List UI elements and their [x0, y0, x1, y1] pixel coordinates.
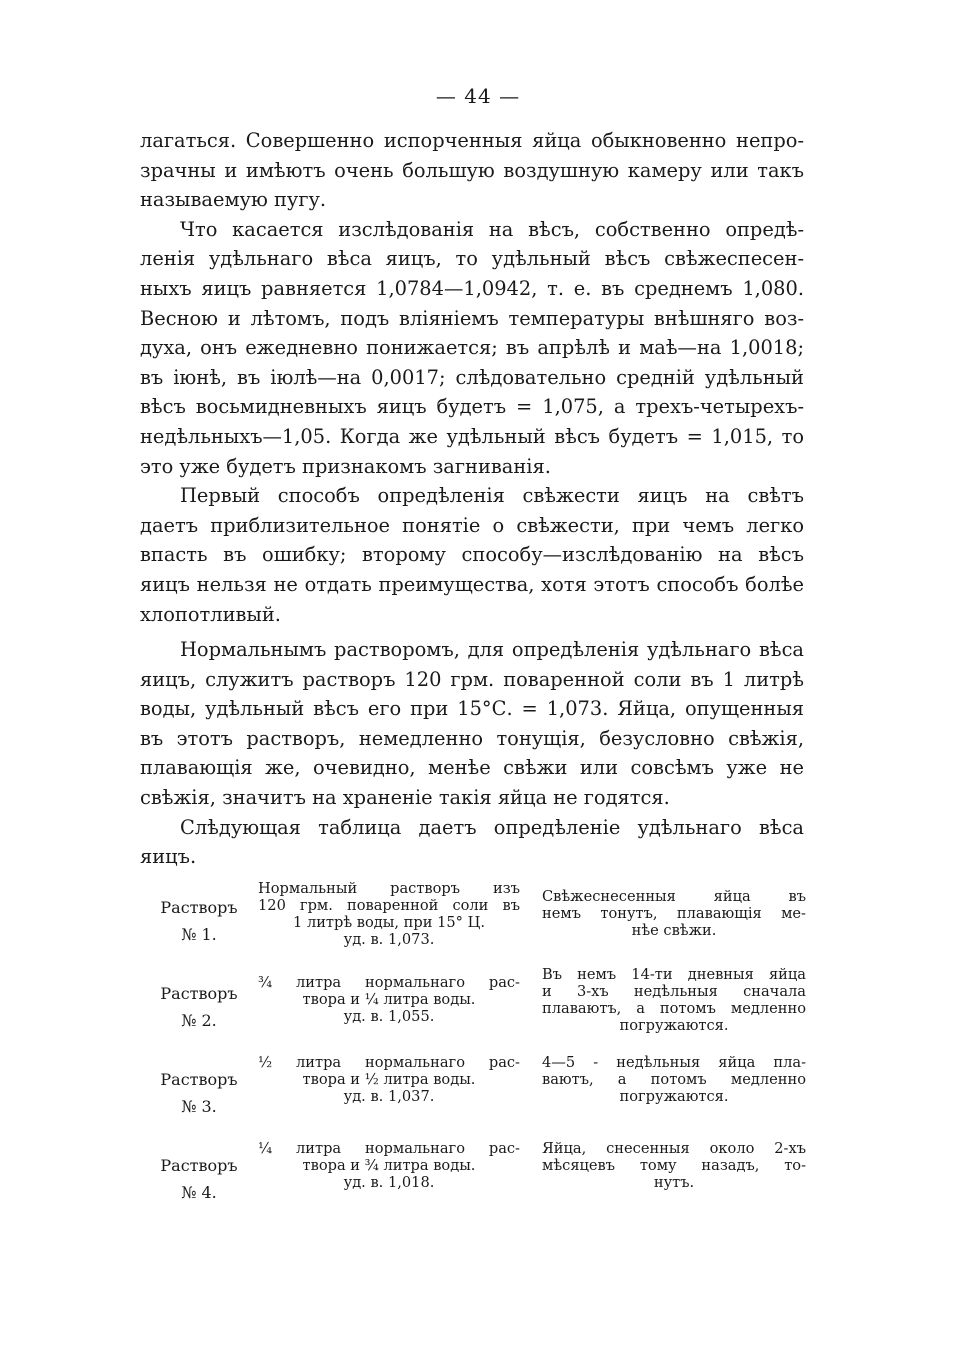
composition-line: ¾ литра нормальнаго рас- — [258, 974, 520, 991]
solution-number: № 3. — [181, 1097, 217, 1116]
composition-line: твора и ¼ литра воды. — [302, 991, 476, 1008]
text-line: Нормальнымъ растворомъ, для опредѣленія удѣльнаго вѣса — [180, 638, 804, 662]
result-cell — [542, 1138, 806, 1206]
result-line: и 3-хъ недѣльныя сначала — [542, 983, 806, 1000]
table-row — [140, 880, 806, 966]
result-line: погружаются. — [619, 1017, 729, 1034]
text-line: хлопотливый. — [140, 602, 281, 626]
text-line: въ этотъ растворъ, немедленно тонущія, безусловно свѣжія, — [140, 726, 804, 750]
solution-label: Растворъ — [160, 1156, 238, 1175]
solution-number: № 4. — [181, 1183, 217, 1202]
table-row — [140, 1138, 806, 1206]
result-line: 4—5 - недѣльныя яйца пла- — [542, 1054, 806, 1071]
text-line: недѣльныхъ—1,05. Когда же удѣльный вѣсъ будетъ = 1,015, то — [140, 424, 804, 448]
composition-line: Нормальный растворъ изъ — [258, 880, 520, 897]
composition-line: ½ литра нормальнаго рас- — [258, 1054, 520, 1071]
paragraph-3 — [140, 481, 804, 629]
result-line: нутъ. — [653, 1174, 695, 1191]
text-line: яицъ. — [140, 845, 197, 869]
text-line: Слѣдующая таблица даетъ опредѣленіе удѣльнаго вѣса — [180, 815, 804, 839]
text-line: называемую пугу. — [140, 188, 327, 212]
composition-cell — [258, 966, 542, 1052]
text-line: ныхъ яицъ равняется 1,0784—1,0942, т. е. въ среднемъ 1,080. — [140, 276, 804, 300]
result-line: Въ немъ 14-ти дневныя яйца — [542, 966, 806, 983]
result-line: Свѣжеснесенныя яйца въ — [542, 888, 806, 905]
body-text — [140, 126, 804, 872]
composition-line: твора и ¾ литра воды. — [302, 1157, 476, 1174]
result-cell — [542, 966, 806, 1052]
result-line: Яйца, снесенныя около 2-хъ — [542, 1140, 806, 1157]
text-line: даетъ приблизительное понятіе о свѣжести, при чемъ легко — [140, 513, 804, 537]
text-line: духа, онъ ежедневно понижается; въ апрѣлѣ и маѣ—на 1,0018; — [140, 336, 804, 360]
result-line: ваютъ, а потомъ медленно — [542, 1071, 806, 1088]
specific-gravity: уд. в. 1,055. — [343, 1008, 435, 1025]
result-line: погружаются. — [619, 1088, 729, 1105]
result-line: мѣсяцевъ тому назадъ, то- — [542, 1157, 806, 1174]
composition-cell — [258, 880, 542, 966]
page-number: — 44 — — [435, 84, 521, 108]
solution-cell — [140, 880, 258, 966]
composition-cell — [258, 1138, 542, 1206]
text-line: Что касается изслѣдованія на вѣсъ, собственно опредѣ- — [180, 217, 804, 241]
composition-line: твора и ½ литра воды. — [302, 1071, 476, 1088]
solutions-table — [140, 880, 806, 1206]
result-cell — [542, 1052, 806, 1138]
text-line: зрачны и имѣютъ очень большую воздушную камеру или такъ — [140, 158, 804, 182]
result-line: немъ тонутъ, плавающія ме- — [542, 905, 806, 922]
solution-label: Растворъ — [160, 1070, 238, 1089]
text-line: Весною и лѣтомъ, подъ вліяніемъ температуры внѣшняго воз- — [140, 306, 804, 330]
text-line: свѣжія, значитъ на храненіе такія яйца не годятся. — [140, 786, 670, 810]
text-line: впасть въ ошибку; второму способу—изслѣдованію на вѣсъ — [140, 543, 804, 567]
text-line: воды, удѣльный вѣсъ его при 15°С. = 1,073. Яйца, опущенныя — [140, 697, 804, 721]
paragraph-4 — [140, 635, 804, 813]
solution-cell — [140, 966, 258, 1052]
solution-number: № 1. — [181, 925, 217, 944]
text-line: Первый способъ опредѣленія свѣжести яицъ на свѣтъ — [180, 484, 804, 508]
text-line: вѣсъ восьмидневныхъ яицъ будетъ = 1,075, а трехъ-четырехъ- — [140, 395, 804, 419]
text-line: яицъ, служитъ растворъ 120 грм. поваренной соли въ 1 литрѣ — [140, 667, 804, 691]
text-line: въ іюнѣ, въ іюлѣ—на 0,0017; слѣдовательно средній удѣльный — [140, 365, 804, 389]
result-line: нѣе свѣжи. — [631, 922, 717, 939]
solution-label: Растворъ — [160, 898, 238, 917]
specific-gravity: уд. в. 1,018. — [343, 1174, 435, 1191]
paragraph-1 — [140, 126, 804, 215]
specific-gravity: уд. в. 1,073. — [343, 931, 435, 948]
paragraph-5 — [140, 813, 804, 872]
text-line: плавающія же, очевидно, менѣе свѣжи или совсѣмъ уже не — [140, 756, 804, 780]
text-line: ленія удѣльнаго вѣса яицъ, то удѣльный вѣсъ свѣжеспесен- — [140, 247, 804, 271]
solution-cell — [140, 1138, 258, 1206]
solution-number: № 2. — [181, 1011, 217, 1030]
composition-line: 1 литрѣ воды, при 15° Ц. — [293, 914, 485, 931]
solution-cell — [140, 1052, 258, 1138]
text-line: это уже будетъ признакомъ загниванія. — [140, 454, 551, 478]
specific-gravity: уд. в. 1,037. — [343, 1088, 435, 1105]
composition-line: ¼ литра нормальнаго рас- — [258, 1140, 520, 1157]
solution-label: Растворъ — [160, 984, 238, 1003]
result-cell — [542, 880, 806, 966]
text-line: яицъ нельзя не отдать преимущества, хотя этотъ способъ болѣе — [140, 572, 804, 596]
text-line: лагаться. Совершенно испорченныя яйца обыкновенно непро- — [140, 129, 804, 152]
result-line: плаваютъ, а потомъ медленно — [542, 1000, 806, 1017]
composition-cell — [258, 1052, 542, 1138]
paragraph-2 — [140, 215, 804, 481]
table-row — [140, 966, 806, 1052]
table-row — [140, 1052, 806, 1138]
composition-line: 120 грм. поваренной соли въ — [258, 897, 520, 914]
